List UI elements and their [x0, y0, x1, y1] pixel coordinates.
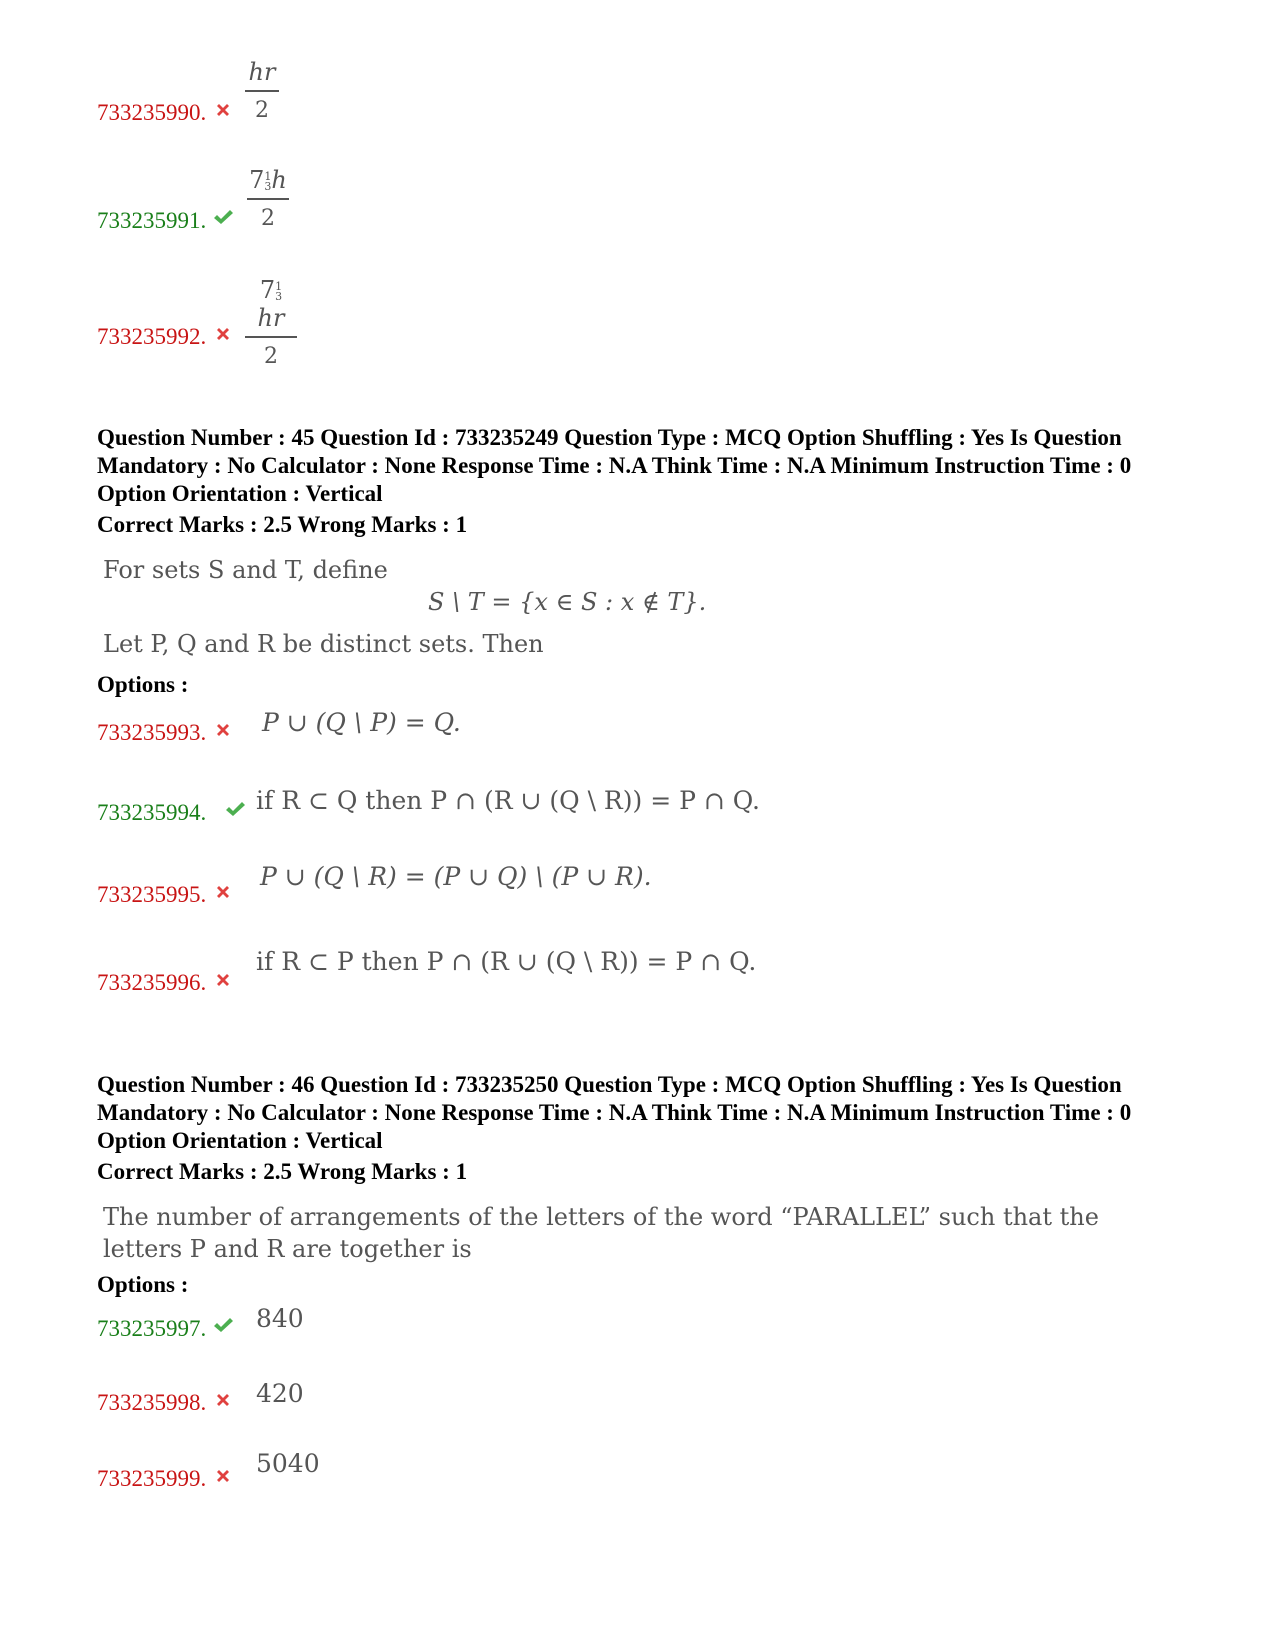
question-marks: Correct Marks : 2.5 Wrong Marks : 1 [97, 1159, 468, 1184]
mixed-number-bottom: 3 [275, 289, 283, 303]
mixed-number-top: 1 [275, 279, 283, 293]
fraction-numerator: hr [248, 58, 276, 86]
option-id: 733235990. [97, 100, 207, 125]
option-id: 733235996. [97, 970, 207, 995]
options-label: Options : [97, 1272, 189, 1297]
mixed-number-top: 1 [264, 169, 272, 183]
question-text-line: Let P, Q and R be distinct sets. Then [103, 630, 544, 658]
question-text-line: letters P and R are together is [103, 1235, 472, 1263]
check-icon [212, 1316, 234, 1334]
cross-icon [214, 721, 232, 739]
fraction-numerator [245, 276, 297, 332]
fraction-denominator: 2 [264, 343, 278, 369]
option-text: 5040 [256, 1449, 320, 1478]
option-id: 733235997. [97, 1316, 207, 1341]
fraction-bar [245, 336, 297, 338]
cross-icon [214, 325, 232, 343]
option-text: P ∪ (Q \ P) = Q. [262, 708, 461, 737]
option-math-fraction [245, 276, 297, 369]
fraction-numerator [247, 166, 289, 194]
option-text: if R ⊂ Q then P ∩ (R ∪ (Q \ R)) = P ∩ Q. [256, 786, 760, 815]
option-id: 733235995. [97, 882, 207, 907]
fraction-denominator: 2 [255, 97, 269, 123]
mixed-number-bottom: 3 [264, 179, 272, 193]
fraction-variable: hr [257, 304, 285, 332]
question-formula: S \ T = {x ∈ S : x ∉ T}. [428, 588, 707, 616]
option-text: 840 [256, 1304, 304, 1333]
option-math-fraction [247, 166, 289, 231]
mixed-number-integer: 7 [259, 276, 276, 304]
question-marks: Correct Marks : 2.5 Wrong Marks : 1 [97, 512, 468, 537]
fraction-bar [245, 90, 279, 92]
options-label: Options : [97, 672, 189, 697]
question-text-line: For sets S and T, define [103, 556, 388, 584]
mixed-number-fraction [275, 279, 283, 303]
cross-icon [214, 883, 232, 901]
option-id: 733235993. [97, 720, 207, 745]
fraction-variable: h [271, 166, 287, 194]
cross-icon [214, 101, 232, 119]
fraction-bar [247, 198, 289, 200]
cross-icon [214, 1391, 232, 1409]
cross-icon [214, 1467, 232, 1485]
option-id: 733235994. [97, 800, 207, 825]
question-header: Question Number : 46 Question Id : 733235250 Question Type : MCQ Option Shuffling : Yes Is Question Mandatory : No Calculator : None Response Time : N.A Think Time : N.A Minimum Instruction Time : 0 Option Orientation : Vertical [97, 1072, 1132, 1153]
option-text: if R ⊂ P then P ∩ (R ∪ (Q \ R)) = P ∩ Q. [256, 947, 757, 976]
option-id: 733235992. [97, 324, 207, 349]
question-text-line: The number of arrangements of the letters of the word “PARALLEL” such that the [103, 1203, 1099, 1231]
option-text: 420 [256, 1379, 304, 1408]
cross-icon [214, 971, 232, 989]
check-icon [224, 800, 246, 818]
question-header: Question Number : 45 Question Id : 733235249 Question Type : MCQ Option Shuffling : Yes Is Question Mandatory : No Calculator : None Response Time : N.A Think Time : N.A Minimum Instruction Time : 0 Option Orientation : Vertical [97, 425, 1132, 506]
mixed-number-integer: 7 [249, 166, 265, 194]
fraction-denominator: 2 [261, 205, 275, 231]
option-id: 733235998. [97, 1390, 207, 1415]
option-id: 733235999. [97, 1466, 207, 1491]
option-text: P ∪ (Q \ R) = (P ∪ Q) \ (P ∪ R). [260, 862, 652, 891]
option-id: 733235991. [97, 208, 207, 233]
check-icon [212, 208, 234, 226]
option-math-fraction [245, 58, 279, 123]
